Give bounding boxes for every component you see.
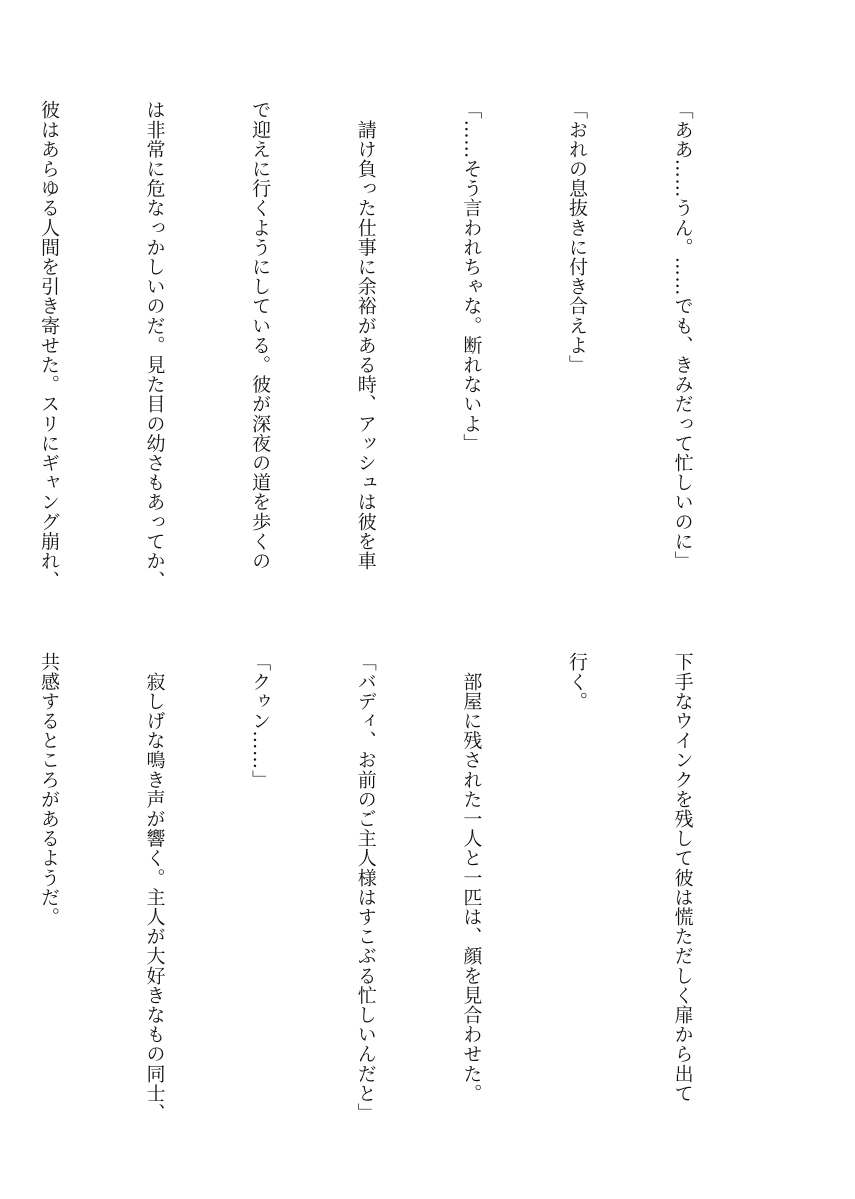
text-line: 下手なウインクを残して彼は慌ただしく扉から出て bbox=[671, 652, 694, 1103]
text-line: 彼はあらゆる人間を引き寄せた。スリにギャング崩れ、 bbox=[37, 100, 60, 590]
text-line: 「クゥン……」 bbox=[249, 652, 272, 790]
text-line: 共感するところがあるようだ。 bbox=[37, 652, 60, 927]
text-line: 行く。 bbox=[565, 652, 588, 711]
text-line: 「……そう言われちゃな。断れないよ」 bbox=[460, 100, 483, 453]
lower-text-block bbox=[37, 652, 770, 1123]
upper-text-block bbox=[37, 100, 770, 612]
text-line: 部屋に残された一人と一匹は、顔を見合わせた。 bbox=[460, 652, 483, 1103]
text-line: 請け負った仕事に余裕がある時、アッシュは彼を車 bbox=[354, 100, 377, 571]
text-line: 「バディ、お前のご主人様はすこぶる忙しいんだと」 bbox=[354, 652, 377, 1123]
text-line: で迎えに行くようにしている。彼が深夜の道を歩くの bbox=[249, 100, 272, 571]
text-line: 「ああ……うん。……でも、きみだって忙しいのに」 bbox=[671, 100, 694, 571]
text-line: は非常に危なっかしいのだ。見た目の幼さもあってか、 bbox=[143, 100, 166, 590]
text-line: 「おれの息抜きに付き合えよ」 bbox=[565, 100, 588, 375]
text-line: 寂しげな鳴き声が響く。主人が大好きなもの同士、 bbox=[143, 652, 166, 1123]
